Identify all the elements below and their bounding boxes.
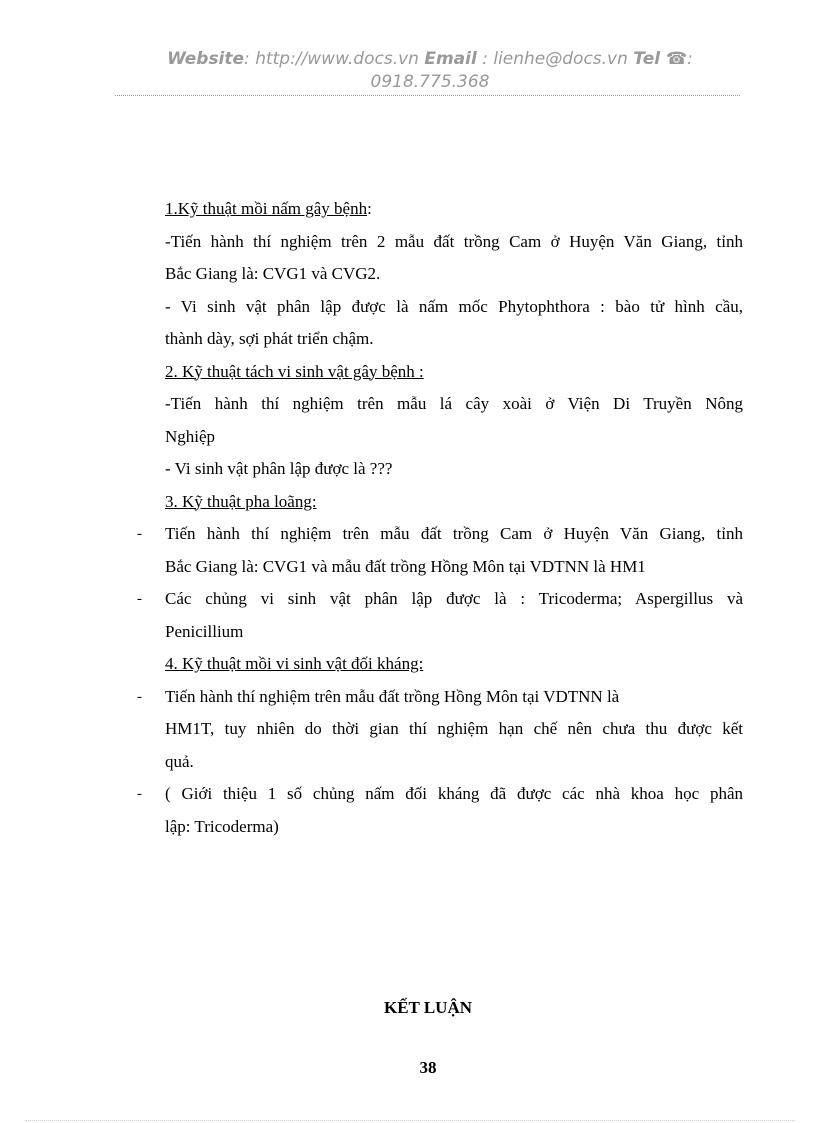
section-3-line-text: Tiến hành thí nghiệm trên mẫu đất trồng Cam ở Huyện Văn Giang, tỉnh	[165, 524, 743, 543]
section-1-line: - Vi sinh vật phân lập được là nấm mốc Phytophthora : bào tử hình cầu,	[165, 296, 743, 316]
section-4-line: quả.	[165, 751, 194, 771]
email-separator: :	[476, 49, 494, 69]
website-label: Website	[167, 49, 245, 69]
bullet-marker: -	[137, 591, 142, 607]
email-label: Email	[424, 49, 477, 69]
bullet-marker: -	[137, 688, 142, 705]
section-2-heading: 2. Kỹ thuật tách vi sinh vật gây bệnh :	[165, 361, 424, 381]
section-4-line: HM1T, tuy nhiên do thời gian thí nghiệm hạn chế nên chưa thu được kết	[165, 719, 743, 738]
conclusion-heading: KẾT LUẬN	[383, 998, 472, 1017]
tel-label: Tel	[633, 49, 666, 69]
section-4-line	[137, 681, 743, 714]
section-3-line: Bắc Giang là: CVG1 và mẫu đất trồng Hồng Môn tại VDTNN là HM1	[165, 556, 646, 576]
section-1-line: -Tiến hành thí nghiệm trên 2 mẫu đất trồng Cam ở Huyện Văn Giang, tỉnh	[165, 231, 743, 251]
section-3-line: Penicillium	[165, 621, 244, 641]
bullet-marker: -	[137, 786, 142, 802]
section-2-line: - Vi sinh vật phân lập được là ???	[165, 459, 393, 478]
section-4-line: lập: Tricoderma)	[165, 816, 279, 836]
header-line-2	[120, 71, 740, 94]
section-1-heading	[165, 193, 743, 226]
section-4-line	[137, 778, 743, 811]
section-3-line	[137, 583, 743, 616]
section-1-line: thành dày, sợi phát triển chậm.	[165, 329, 374, 348]
section-3-heading: 3. Kỹ thuật pha loãng:	[165, 491, 317, 511]
section-3-line-text: Các chủng vi sinh vật phân lập được là : Tricoderma; Aspergillus và	[165, 589, 743, 608]
page-number: 38	[419, 1058, 437, 1077]
footer-divider	[25, 1120, 795, 1121]
tel-separator: :	[687, 49, 693, 69]
section-4-heading: 4. Kỹ thuật mồi vi sinh vật đối kháng:	[165, 654, 424, 673]
email-address: lienhe@docs.vn	[493, 49, 634, 69]
section-2-line: Nghiệp	[165, 426, 216, 446]
website-url: http://www.docs.vn	[255, 49, 425, 69]
section-1-line: Bắc Giang là: CVG1 và CVG2.	[165, 264, 381, 283]
section-1-heading-colon: :	[367, 199, 372, 218]
phone-icon: ☎	[665, 49, 688, 69]
website-separator: :	[244, 49, 256, 69]
section-2-line: -Tiến hành thí nghiệm trên mẫu lá cây xoài ở Viện Di Truyền Nông	[165, 394, 743, 413]
phone-number: 0918.775.368	[370, 72, 490, 92]
page-header	[120, 48, 740, 94]
header-divider	[115, 95, 740, 96]
section-4-line-text: ( Giới thiệu 1 số chủng nấm đối kháng đã được các nhà khoa học phân	[165, 784, 743, 803]
section-3-line	[137, 518, 743, 551]
header-line-1	[120, 48, 740, 71]
bullet-marker: -	[137, 526, 142, 542]
section-1-heading-text: 1.Kỹ thuật mồi nấm gây bệnh	[165, 199, 368, 218]
document-body	[137, 193, 743, 843]
section-4-line-text: Tiến hành thí nghiệm trên mẫu đất trồng Hồng Môn tại VDTNN là	[165, 686, 620, 706]
